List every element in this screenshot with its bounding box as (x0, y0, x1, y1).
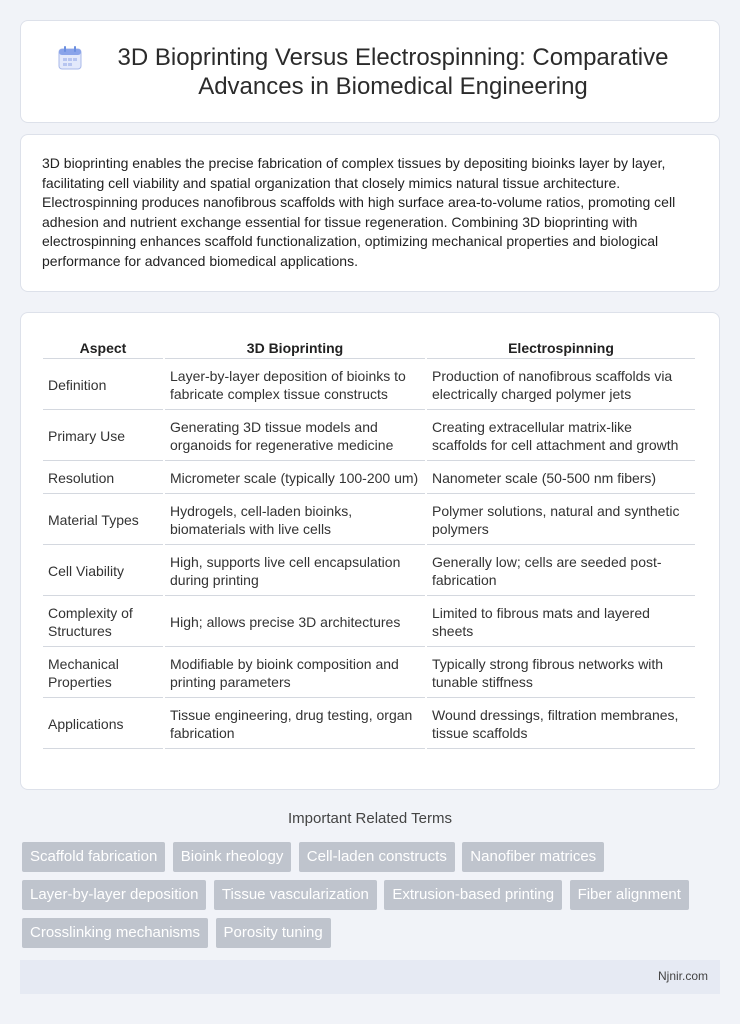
row-bioprinting: Hydrogels, cell-laden bioinks, biomaterials with live cells (165, 496, 425, 545)
related-term-tag[interactable]: Crosslinking mechanisms (22, 918, 208, 948)
related-term-tag[interactable]: Porosity tuning (216, 918, 331, 948)
table-row (43, 649, 695, 698)
intro-card (20, 134, 720, 292)
row-aspect: Mechanical Properties (43, 649, 163, 698)
intro-paragraph: 3D bioprinting enables the precise fabrication of complex tissues by depositing bioinks layer by layer, facilitating cell viability and spatial organization that closely mimics natural tissue architecture. Electrospinning produces nanofibrous scaffolds with high surface area-to-volume ratios, promoting cell adhesion and nutrient exchange essential for tissue regeneration. Combining 3D bioprinting with electrospinning enhances scaffold functionalization, optimizing mechanical properties and biological performance for advanced biomedical applications. (42, 155, 676, 269)
row-aspect: Primary Use (43, 412, 163, 461)
row-aspect: Complexity of Structures (43, 598, 163, 647)
row-aspect: Cell Viability (43, 547, 163, 596)
related-term-tag[interactable]: Cell-laden constructs (299, 842, 455, 872)
row-aspect: Applications (43, 700, 163, 749)
footer (20, 960, 720, 994)
table-row (43, 496, 695, 545)
row-electrospinning: Typically strong fibrous networks with tunable stiffness (427, 649, 695, 698)
row-aspect: Material Types (43, 496, 163, 545)
table-header-row (43, 335, 695, 359)
table-row (43, 547, 695, 596)
page-title: 3D Bioprinting Versus Electrospinning: Comparative Advances in Biomedical Engineering (117, 43, 669, 100)
related-term-tag[interactable]: Extrusion-based printing (384, 880, 562, 910)
row-electrospinning: Nanometer scale (50-500 nm fibers) (427, 463, 695, 494)
row-bioprinting: High, supports live cell encapsulation during printing (165, 547, 425, 596)
table-row (43, 700, 695, 749)
row-electrospinning: Creating extracellular matrix-like scaffolds for cell attachment and growth (427, 412, 695, 461)
row-bioprinting: Generating 3D tissue models and organoids for regenerative medicine (165, 412, 425, 461)
related-term-tag[interactable]: Tissue vascularization (214, 880, 377, 910)
table-row (43, 463, 695, 494)
row-electrospinning: Generally low; cells are seeded post-fabrication (427, 547, 695, 596)
comparison-table (41, 333, 697, 751)
row-electrospinning: Limited to fibrous mats and layered sheets (427, 598, 695, 647)
table-row (43, 361, 695, 410)
comparison-table-card (20, 312, 720, 790)
footer-site-link[interactable]: Njnir.com (657, 969, 708, 983)
row-electrospinning: Polymer solutions, natural and synthetic polymers (427, 496, 695, 545)
row-bioprinting: Micrometer scale (typically 100-200 um) (165, 463, 425, 494)
related-term-tag[interactable]: Nanofiber matrices (462, 842, 604, 872)
row-bioprinting: Tissue engineering, drug testing, organ fabrication (165, 700, 425, 749)
title-card (20, 20, 720, 123)
row-bioprinting: High; allows precise 3D architectures (165, 598, 425, 647)
row-bioprinting: Modifiable by bioink composition and printing parameters (165, 649, 425, 698)
column-header-bioprinting: 3D Bioprinting (165, 335, 425, 359)
related-term-tag[interactable]: Layer-by-layer deposition (22, 880, 206, 910)
table-row (43, 412, 695, 461)
calendar-icon (57, 45, 83, 71)
column-header-electrospinning: Electrospinning (427, 335, 695, 359)
row-electrospinning: Production of nanofibrous scaffolds via electrically charged polymer jets (427, 361, 695, 410)
row-bioprinting: Layer-by-layer deposition of bioinks to fabricate complex tissue constructs (165, 361, 425, 410)
related-terms-heading: Important Related Terms (288, 810, 452, 827)
row-aspect: Definition (43, 361, 163, 410)
row-electrospinning: Wound dressings, filtration membranes, tissue scaffolds (427, 700, 695, 749)
related-term-tag[interactable]: Bioink rheology (173, 842, 292, 872)
related-term-tag[interactable]: Fiber alignment (570, 880, 689, 910)
related-term-tag[interactable]: Scaffold fabrication (22, 842, 165, 872)
row-aspect: Resolution (43, 463, 163, 494)
column-header-aspect: Aspect (43, 335, 163, 359)
table-row (43, 598, 695, 647)
related-terms-list (22, 842, 722, 956)
